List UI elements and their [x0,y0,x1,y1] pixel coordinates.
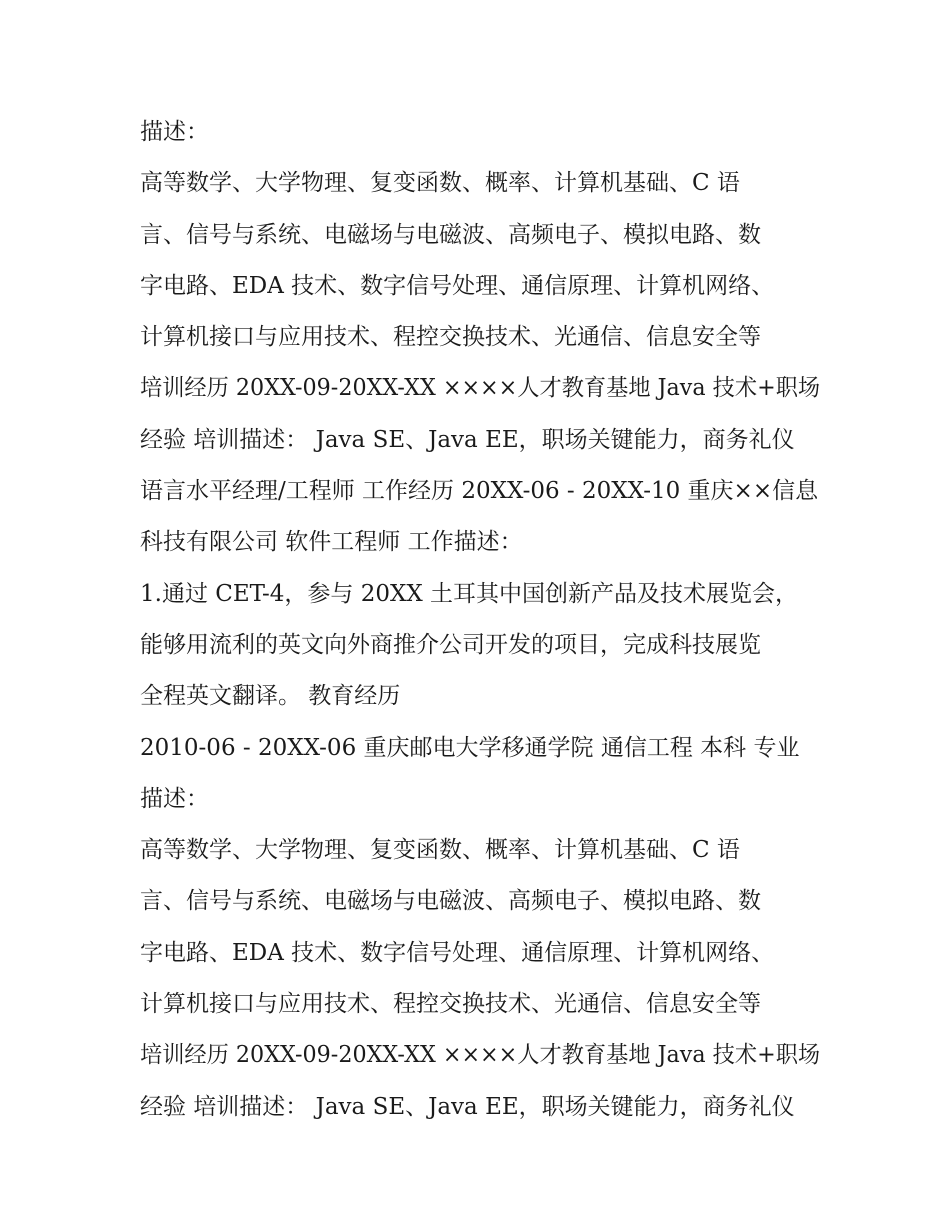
text-line-19: 培训经历 20XX-09-20XX-XX ××××人才教育基地 Java 技术+职场 [140,1042,821,1069]
text-line-4: 字电路、EDA 技术、数字信号处理、通信原理、计算机网络、 [140,272,775,299]
text-line-15: 高等数学、大学物理、复变函数、概率、计算机基础、C 语 [140,837,740,864]
text-line-8: 语言水平经理/工程师 工作经历 20XX-06 - 20XX-10 重庆××信息 [140,478,819,505]
text-line-18: 计算机接口与应用技术、程控交换技术、光通信、信息安全等 [140,991,761,1018]
text-line-10: 1.通过 CET-4，参与 20XX 土耳其中国创新产品及技术展览会， [140,580,799,607]
text-line-14: 描述： [140,785,209,812]
text-line-9: 科技有限公司 软件工程师 工作描述： [140,529,523,556]
text-line-5: 计算机接口与应用技术、程控交换技术、光通信、信息安全等 [140,324,761,351]
text-line-17: 字电路、EDA 技术、数字信号处理、通信原理、计算机网络、 [140,939,775,966]
text-line-11: 能够用流利的英文向外商推介公司开发的项目，完成科技展览 [140,631,761,658]
text-line-3: 言、信号与系统、电磁场与电磁波、高频电子、模拟电路、数 [140,221,761,248]
text-line-7: 经验 培训描述： Java SE、Java EE，职场关键能力，商务礼仪 [140,426,795,453]
text-line-12: 全程英文翻译。 教育经历 [140,683,401,710]
text-line-6: 培训经历 20XX-09-20XX-XX ××××人才教育基地 Java 技术+职场 [140,375,821,402]
document-body [140,107,820,1133]
text-line-2: 高等数学、大学物理、复变函数、概率、计算机基础、C 语 [140,170,740,197]
text-line-20: 经验 培训描述： Java SE、Java EE，职场关键能力，商务礼仪 [140,1093,795,1120]
text-line-1: 描述： [140,119,209,145]
text-line-13: 2010-06 - 20XX-06 重庆邮电大学移通学院 通信工程 本科 专业 [140,734,800,761]
text-line-16: 言、信号与系统、电磁场与电磁波、高频电子、模拟电路、数 [140,888,761,915]
